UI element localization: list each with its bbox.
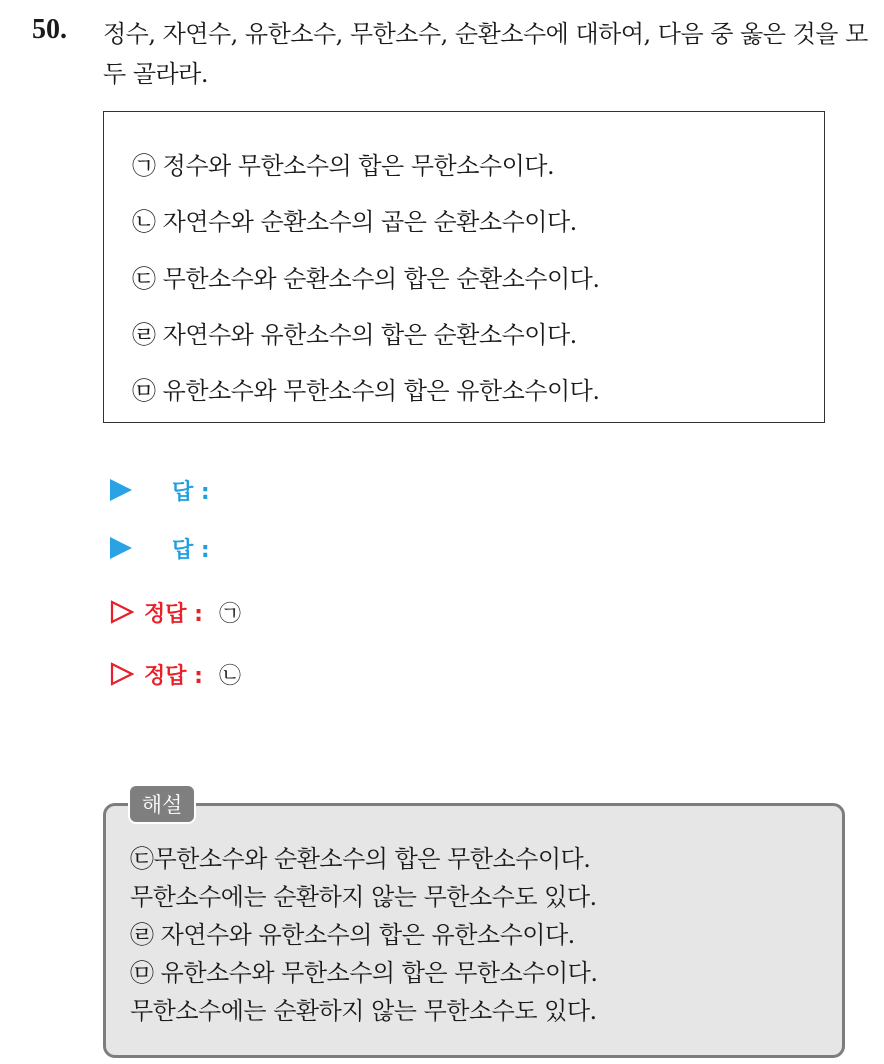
answer-slot [110, 474, 210, 506]
choice-box [103, 111, 825, 423]
choice-item: ㉠ 정수와 무한소수의 합은 무한소수이다. [132, 152, 555, 180]
explanation-text [130, 840, 597, 1030]
play-arrow-icon [110, 479, 132, 501]
explanation-line: ㉢무한소수와 순환소수의 합은 무한소수이다. [130, 845, 591, 873]
explanation-line: 무한소수에는 순환하지 않는 무한소수도 있다. [130, 883, 597, 911]
explanation-line: ㉤ 유한소수와 무한소수의 합은 무한소수이다. [130, 959, 598, 987]
explanation-tag: 해설 [128, 784, 196, 824]
correct-answer-label: 정답 : [144, 601, 203, 627]
answer-label: 답 : [172, 537, 210, 563]
outline-triangle-icon [110, 662, 134, 686]
answer-slot [110, 532, 210, 564]
explanation-line: ㉣ 자연수와 유한소수의 합은 유한소수이다. [130, 921, 575, 949]
correct-answer-value: ㉠ [218, 601, 241, 627]
correct-answer-label: 정답 : [144, 663, 203, 689]
question-text: 정수, 자연수, 유한소수, 무한소수, 순환소수에 대하여, 다음 중 옳은 것을 모두 골라라. [103, 20, 868, 88]
answer-label: 답 : [172, 479, 210, 505]
choice-item: ㉤ 유한소수와 무한소수의 합은 유한소수이다. [132, 377, 600, 405]
choice-item: ㉡ 자연수와 순환소수의 곱은 순환소수이다. [132, 208, 577, 236]
correct-answer [110, 658, 241, 690]
choice-item: ㉣ 자연수와 유한소수의 합은 순환소수이다. [132, 321, 577, 349]
choice-item: ㉢ 무한소수와 순환소수의 합은 순환소수이다. [132, 265, 600, 293]
explanation-line: 무한소수에는 순환하지 않는 무한소수도 있다. [130, 997, 597, 1025]
correct-answer-value: ㉡ [218, 663, 241, 689]
outline-triangle-icon [110, 600, 134, 624]
play-arrow-icon [110, 537, 132, 559]
question-number: 50. [32, 14, 67, 45]
correct-answer [110, 596, 241, 628]
